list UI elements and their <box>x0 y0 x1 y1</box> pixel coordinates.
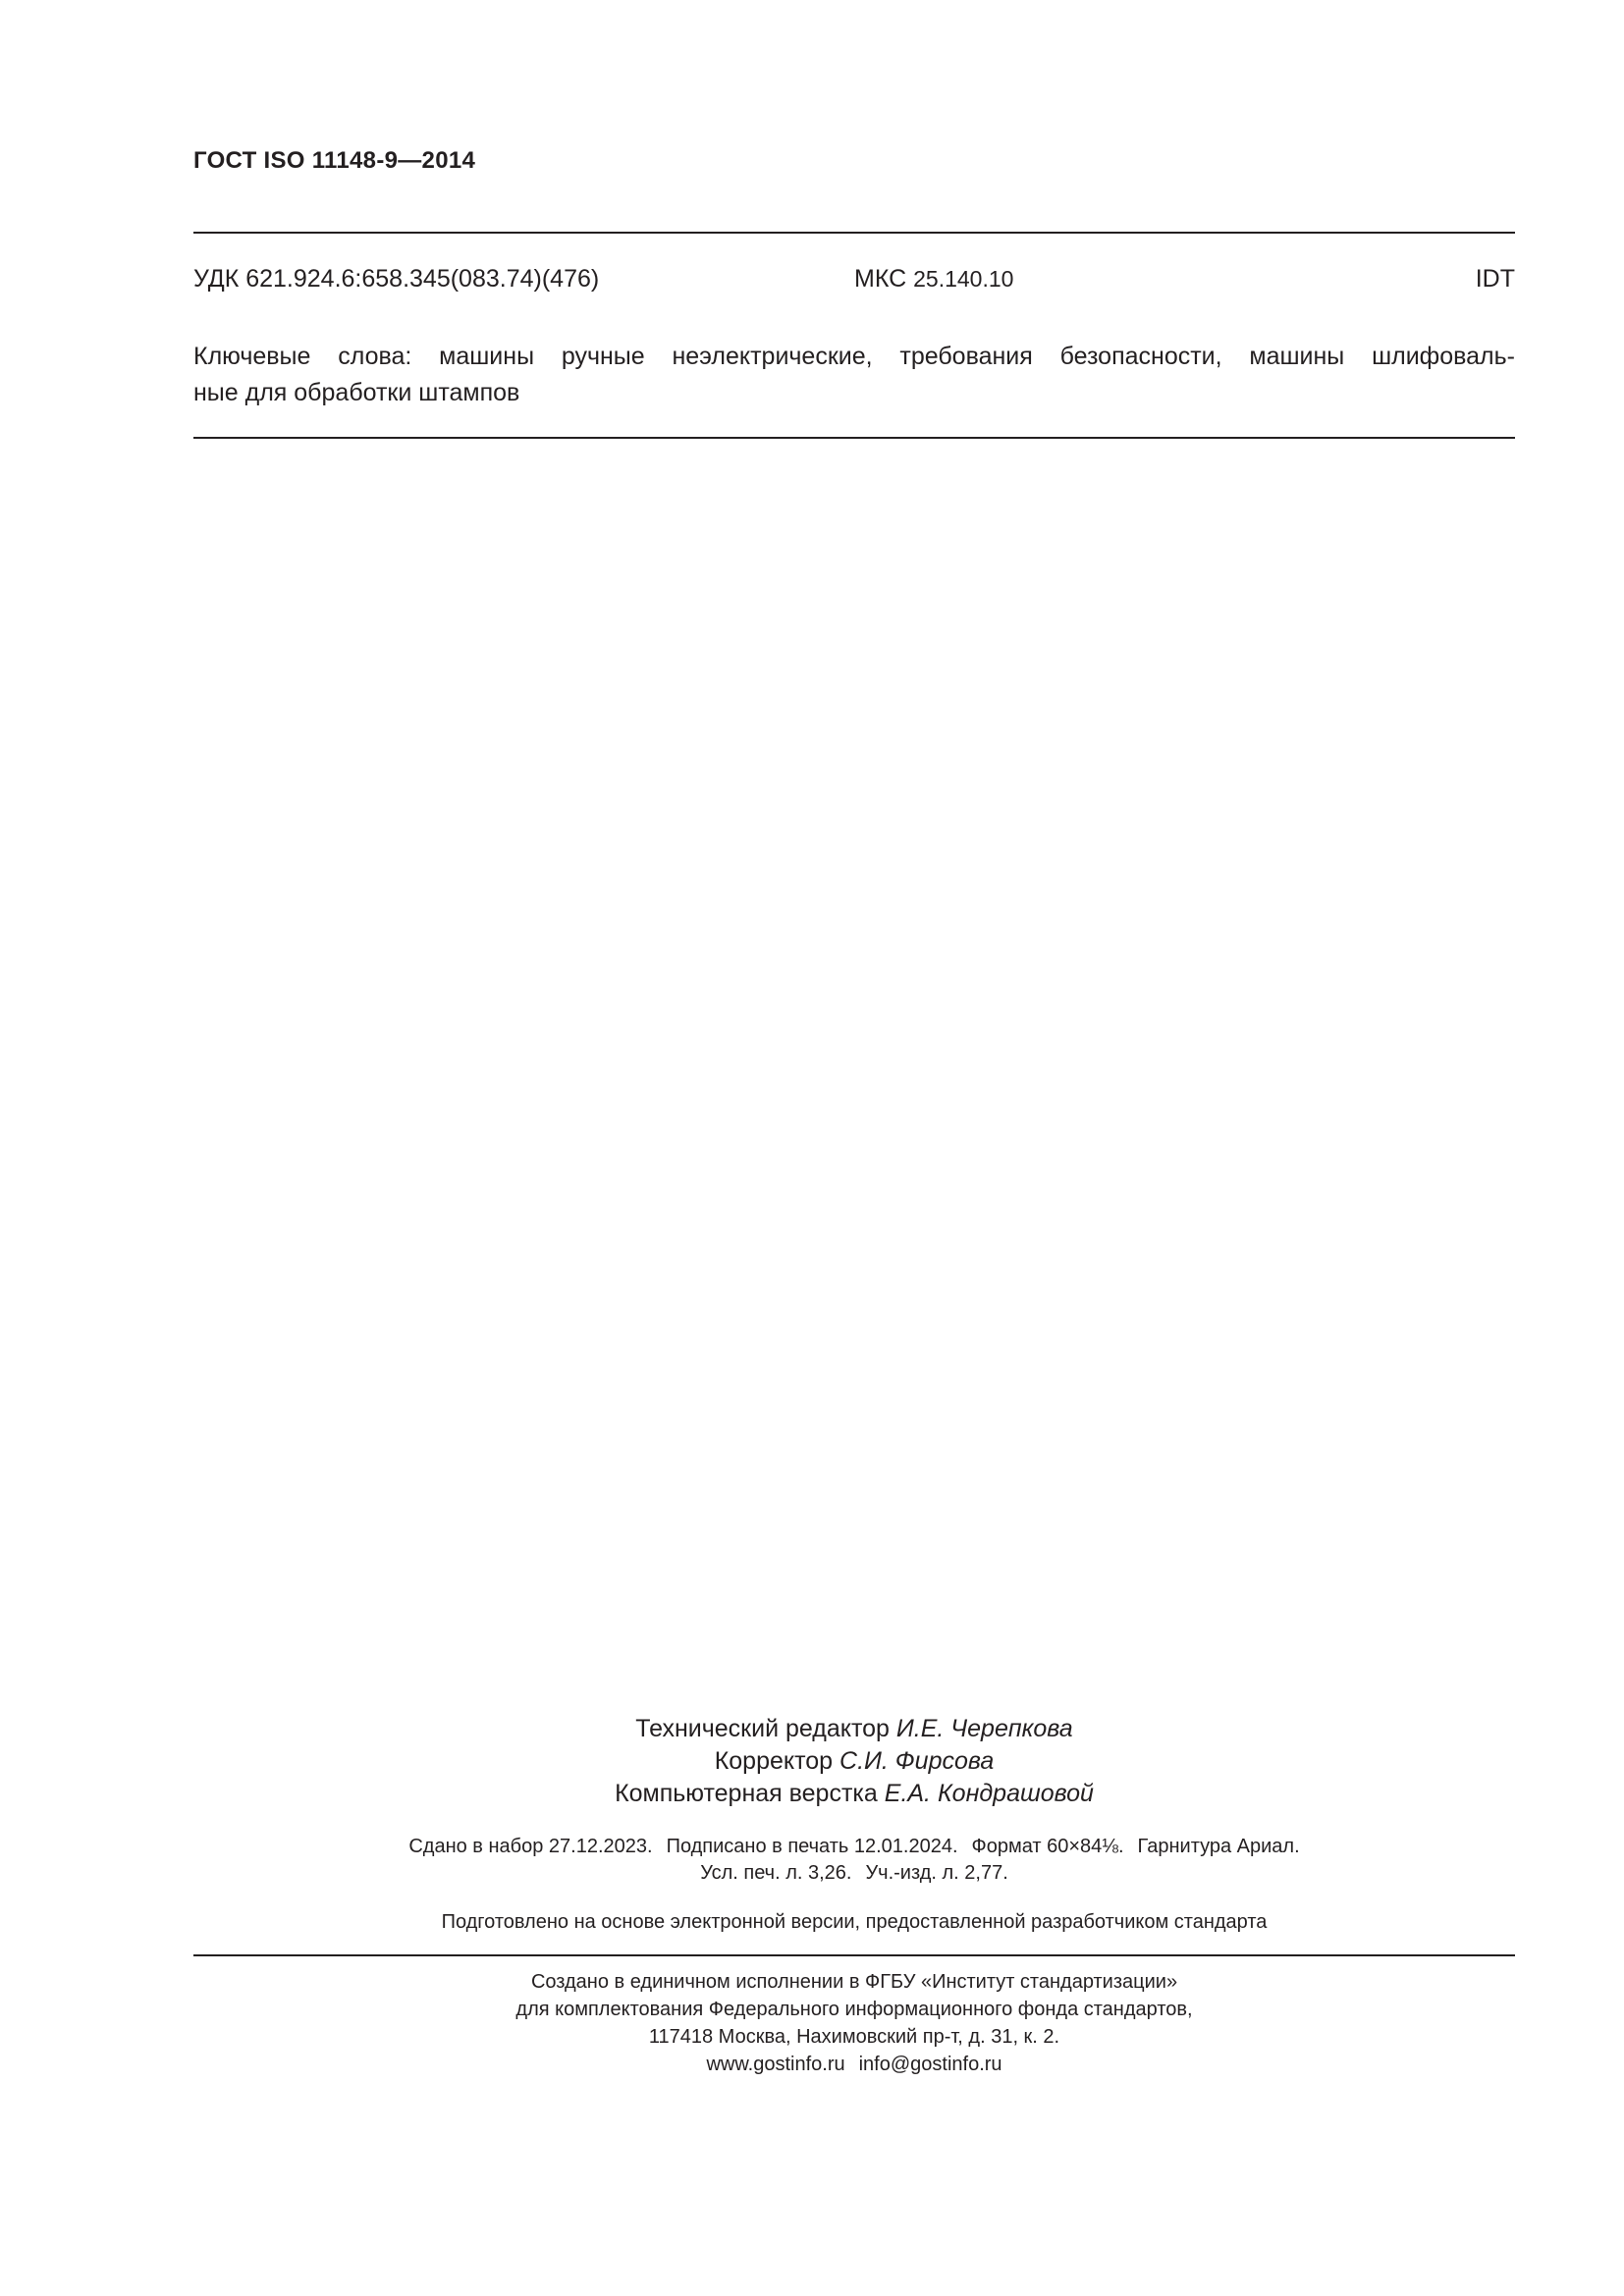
keywords-line-2: ные для обработки штампов <box>193 379 520 406</box>
credit-name: И.Е. Черепкова <box>895 1715 1073 1742</box>
publisher-line-2: для комплектования Федерального информационного фонда стандартов, <box>515 1999 1193 2020</box>
imprint-format: Формат 60×84⅛. <box>971 1836 1124 1857</box>
mks-code: 25.140.10 <box>913 266 1014 292</box>
credit-technical-editor <box>193 1713 1515 1745</box>
credit-role: Технический редактор <box>635 1715 890 1742</box>
imprint-line-2 <box>193 1860 1515 1887</box>
imprint-typeface: Гарнитура Ариал. <box>1137 1836 1300 1857</box>
publisher-divider <box>193 1954 1515 1956</box>
imprint-line-1 <box>193 1834 1515 1860</box>
imprint-print-sheets: Усл. печ. л. 3,26. <box>700 1862 852 1884</box>
mks-classification <box>854 265 1013 294</box>
credit-role: Корректор <box>714 1747 834 1775</box>
prepared-note: Подготовлено на основе электронной версии, предоставленной разработчиком стандарта <box>441 1911 1268 1933</box>
keywords-line-1: Ключевые слова: машины ручные неэлектрические, требования безопасности, машины шлифоваль- <box>193 343 1515 370</box>
imprint-pub-sheets: Уч.-изд. л. 2,77. <box>865 1862 1008 1884</box>
top-divider <box>193 232 1515 234</box>
credit-name: С.И. Фирсова <box>839 1747 995 1775</box>
imprint-typeset-date: Сдано в набор 27.12.2023. <box>408 1836 653 1857</box>
publisher-contacts <box>193 2051 1515 2078</box>
mks-label: МКС <box>854 265 907 293</box>
publisher-email-link[interactable]: info@gostinfo.ru <box>858 2054 1002 2075</box>
udk-code: УДК 621.924.6:658.345(083.74)(476) <box>193 265 600 293</box>
publisher-address: 117418 Москва, Нахимовский пр-т, д. 31, к. 2. <box>648 2026 1060 2048</box>
imprint-signed-date: Подписано в печать 12.01.2024. <box>666 1836 958 1857</box>
credit-proofreader <box>193 1745 1515 1778</box>
keywords-block <box>193 339 1515 411</box>
publisher-line-1: Создано в единичном исполнении в ФГБУ «Институт стандартизации» <box>530 1971 1178 1993</box>
publisher-website-link[interactable]: www.gostinfo.ru <box>706 2054 845 2075</box>
document-designation: ГОСТ ISO 11148-9—2014 <box>193 147 476 174</box>
imprint-block <box>193 1834 1515 1887</box>
credit-role: Компьютерная верстка <box>615 1780 878 1807</box>
equivalence-degree: IDT <box>1475 265 1515 293</box>
credit-layout <box>193 1778 1515 1810</box>
classification-row <box>193 265 1515 298</box>
publisher-block <box>193 1968 1515 2078</box>
editorial-credits <box>193 1713 1515 1810</box>
credit-name: Е.А. Кондрашовой <box>884 1780 1094 1807</box>
keywords-divider <box>193 437 1515 439</box>
